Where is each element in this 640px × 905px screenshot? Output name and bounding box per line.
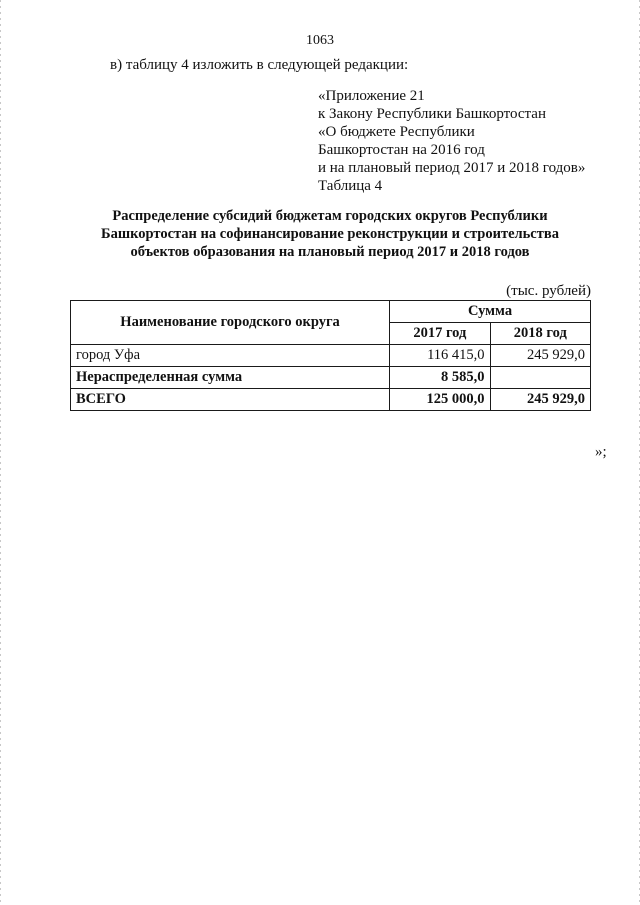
title-line: объектов образования на плановый период 2017 и 2018 годов [130, 244, 530, 260]
document-title [70, 207, 590, 261]
row-name: Нераспределенная сумма [71, 367, 390, 389]
row-name: город Уфа [71, 345, 390, 367]
subsidies-table [70, 300, 591, 411]
row-value-2018: 245 929,0 [490, 345, 590, 367]
row-value-2018 [490, 367, 590, 389]
appendix-line: «Приложение 21 [318, 88, 425, 104]
header-district-name: Наименование городского округа [71, 301, 390, 345]
header-year-2018: 2018 год [490, 323, 590, 345]
intro-text: в) таблицу 4 изложить в следующей редакции: [110, 57, 409, 73]
appendix-line: Башкортостан на 2016 год [318, 142, 485, 158]
table-number: Таблица 4 [318, 178, 383, 194]
row-value-2017: 8 585,0 [390, 367, 490, 389]
row-value-2017: 116 415,0 [390, 345, 490, 367]
title-line: Распределение субсидий бюджетам городских округов Республики [112, 208, 548, 224]
row-name: ВСЕГО [71, 389, 390, 411]
appendix-line: к Закону Республики Башкортостан [318, 106, 546, 122]
table-row [71, 345, 591, 367]
title-line: Башкортостан на софинансирование реконструкции и строительства [101, 226, 559, 242]
row-value-2017: 125 000,0 [390, 389, 490, 411]
header-sum: Сумма [390, 301, 591, 323]
appendix-line: «О бюджете Республики [318, 124, 475, 140]
closing-quote: »; [595, 444, 607, 460]
header-year-2017: 2017 год [390, 323, 490, 345]
units-label: (тыс. рублей) [506, 283, 591, 299]
row-value-2018: 245 929,0 [490, 389, 590, 411]
appendix-reference [318, 87, 585, 195]
table-header-row [71, 301, 591, 323]
table-total-row [71, 389, 591, 411]
scan-edge-left [0, 0, 1, 905]
appendix-line: и на плановый период 2017 и 2018 годов» [318, 160, 586, 176]
page-number: 1063 [306, 33, 334, 48]
table-row [71, 367, 591, 389]
